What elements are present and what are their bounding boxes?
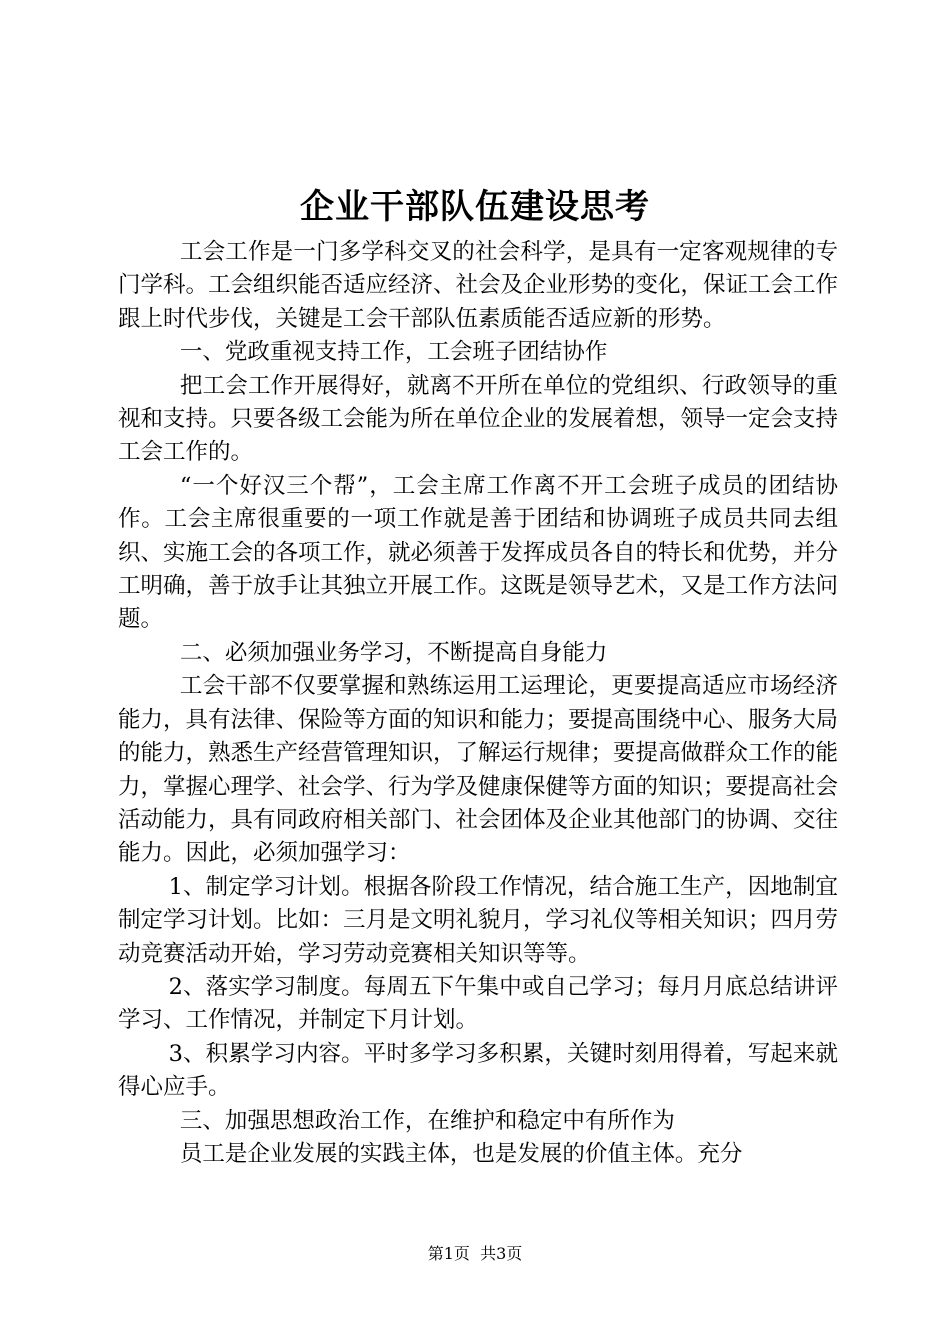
list-item: 2、落实学习制度。每周五下午集中或自己学习；每月月底总结讲评学习、工作情况，并制定下月计划。 — [118, 973, 838, 1034]
page-total: 共3页 — [480, 1244, 523, 1263]
paragraph-intro: 工会工作是一门多学科交叉的社会科学，是具有一定客观规律的专门学科。工会组织能否适应经济、社会及企业形势的变化，保证工会工作跟上时代步伐，关键是工会干部队伍素质能否适应新的形势。 — [118, 239, 839, 332]
paragraph: 把工会工作开展得好，就离不开所在单位的党组织、行政领导的重视和支持。只要各级工会能为所在单位企业的发展着想，领导一定会支持工会工作的。 — [118, 372, 839, 466]
section-heading-3: 三、加强思想政治工作，在维护和稳定中有所作为 — [179, 1107, 675, 1134]
paragraph: 工会干部不仅要掌握和熟练运用工运理论，更要提高适应市场经济能力，具有法律、保险等方面的知识和能力；要提高围绕中心、服务大局的能力，熟悉生产经营管理知识，了解运行规律；要提高做群众工作的能力，掌握心理学、社会学、行为学及健康保健等方面的知识；要提高社会活动能力，具有同政府相关部门、社会团体及企业其他部门的协调、交往能力。因此，必须加强学习： — [118, 673, 839, 867]
document-body — [118, 236, 838, 1171]
section-heading-2: 二、必须加强业务学习，不断提高自身能力 — [179, 639, 608, 666]
page-footer — [0, 1241, 950, 1264]
section-heading-1: 一、党政重视支持工作，工会班子团结协作 — [179, 339, 608, 366]
paragraph: 员工是企业发展的实践主体，也是发展的价值主体。充分 — [179, 1140, 743, 1167]
list-item: 3、积累学习内容。平时多学习多积累，关键时刻用得着，写起来就得心应手。 — [118, 1040, 838, 1101]
document-title: 企业干部队伍建设思考 — [300, 187, 650, 227]
list-item: 1、制定学习计划。根据各阶段工作情况，结合施工生产，因地制宜制定学习计划。比如：三月是文明礼貌月，学习礼仪等相关知识；四月劳动竞赛活动开始，学习劳动竞赛相关知识等等。 — [118, 873, 839, 967]
paragraph: “一个好汉三个帮”，工会主席工作离不开工会班子成员的团结协作。工会主席很重要的一项工作就是善于团结和协调班子成员共同去组织、实施工会的各项工作，就必须善于发挥成员各自的特长和优势，并分工明确，善于放手让其独立开展工作。这既是领导艺术，又是工作方法问题。 — [118, 472, 839, 633]
page-number: 第1页 — [427, 1244, 470, 1263]
